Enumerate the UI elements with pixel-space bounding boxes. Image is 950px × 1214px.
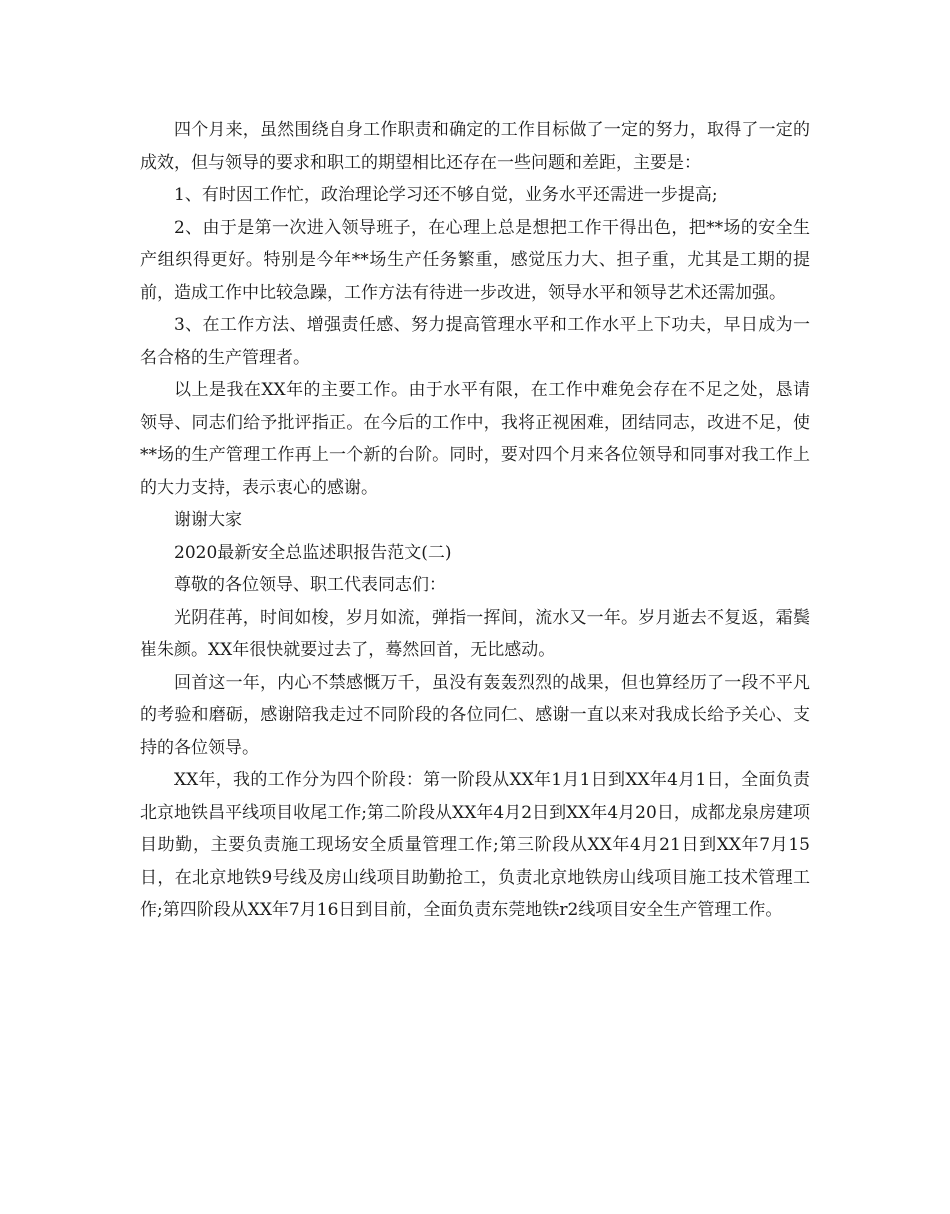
paragraph-item-2: 2、由于是第一次进入领导班子，在心理上总是想把工作干得出色，把**场的安全生产组织得更好。特别是今年**场生产任务繁重，感觉压力大、担子重，尤其是工期的提前，造成工作中比较急躁，工作方法有待进一步改进，领导水平和领导艺术还需加强。 — [140, 217, 810, 303]
paragraph-summary: 以上是我在XX年的主要工作。由于水平有限，在工作中难免会存在不足之处，恳请领导、同志们给予批评指正。在今后的工作中，我将正视困难，团结同志，改进不足，使**场的生产管理工作再上一个新的台阶。同时，要对四个月来各位领导和同事对我工作上的大力支持，表示衷心的感谢。 — [140, 380, 810, 498]
paragraph-time-passes: 光阴荏苒，时间如梭，岁月如流，弹指一挥间，流水又一年。岁月逝去不复返，霜鬓崔朱颜。XX年很快就要过去了，蓦然回首，无比感动。 — [140, 607, 810, 660]
paragraph-thanks: 谢谢大家 — [174, 510, 242, 530]
paragraph-item-3: 3、在工作方法、增强责任感、努力提高管理水平和工作水平上下功夫，早日成为一名合格的生产管理者。 — [140, 315, 810, 368]
paragraph-work-stages: XX年，我的工作分为四个阶段：第一阶段从XX年1月1日到XX年4月1日，全面负责北京地铁昌平线项目收尾工作;第二阶段从XX年4月2日到XX年4月20日，成都龙泉房建项目助勤，主要负责施工现场安全质量管理工作;第三阶段从XX年4月21日到XX年7月15日，在北京地铁9号线及房山线项目助勤抢工，负责北京地铁房山线项目施工技术管理工作;第四阶段从XX年7月16日到目前，全面负责东莞地铁r2线项目安全生产管理工作。 — [140, 770, 810, 920]
paragraph-item-1: 1、有时因工作忙，政治理论学习还不够自觉，业务水平还需进一步提高; — [174, 185, 718, 205]
section-heading: 2020最新安全总监述职报告范文(二) — [174, 542, 452, 563]
document-body — [140, 114, 810, 927]
paragraph-shortcomings-intro: 四个月来，虽然围绕自身工作职责和确定的工作目标做了一定的努力，取得了一定的成效，但与领导的要求和职工的期望相比还存在一些问题和差距，主要是： — [140, 120, 810, 173]
paragraph-salutation: 尊敬的各位领导、职工代表同志们： — [174, 575, 446, 595]
paragraph-reflection: 回首这一年，内心不禁感慨万千，虽没有轰轰烈烈的战果，但也算经历了一段不平凡的考验和磨砺，感谢陪我走过不同阶段的各位同仁、感谢一直以来对我成长给予关心、支持的各位领导。 — [140, 672, 810, 758]
